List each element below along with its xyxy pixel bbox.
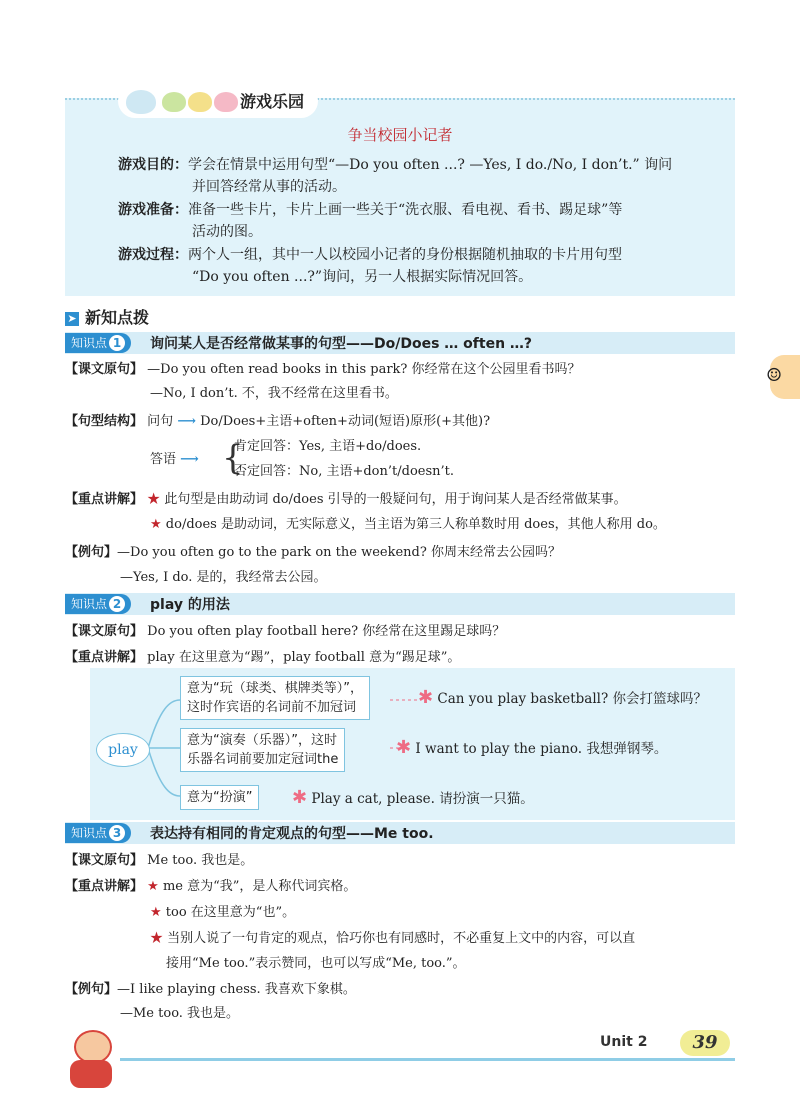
kp2-source: 【课文原句】 Do you often play football here? 你经常在这里踢足球吗？ bbox=[65, 624, 506, 639]
game-line: 游戏准备：准备一些卡片，卡片上画一些关于“洗衣服、看电视、看书、踢足球”等 bbox=[118, 202, 623, 218]
kp1-tag: 知识点 1 bbox=[65, 333, 131, 353]
mascot-image bbox=[60, 1030, 120, 1092]
footer-line bbox=[120, 1058, 735, 1061]
game-title: 游戏乐园 bbox=[240, 92, 305, 111]
game-subtitle: 争当校园小记者 bbox=[347, 126, 453, 144]
mindmap-branch-1: 意为“玩（球类、棋牌类等）”， 这时作宾语的名词前不加冠词 bbox=[180, 676, 370, 720]
kp1-example-1: 【例句】—Do you often go to the park on the weekend? 你周末经常去公园吗？ bbox=[65, 545, 561, 560]
kp3-explain-3b: 接用“Me too.”表示赞同，也可以写成“Me, too.”。 bbox=[166, 956, 466, 971]
kp3-source: 【课文原句】 Me too. 我也是。 bbox=[65, 853, 254, 868]
kp1-answer-positive: 肯定回答：Yes, 主语+do/does. bbox=[234, 439, 422, 454]
kp1-explain-1: 【重点讲解】 ★ 此句型是由助动词 do/does 引导的一般疑问句，用于询问某人是否经常做某事。 bbox=[65, 492, 627, 507]
kp3-explain-2: ★ too 在这里意为“也”。 bbox=[150, 905, 296, 920]
arrow-right-icon: ⟶ bbox=[177, 414, 196, 429]
kp1-struct-ask: 【句型结构】 问句 ⟶ Do/Does+主语+often+动词(短语)原形(+其他)? bbox=[65, 414, 491, 429]
game-line: “Do you often ...?”询问，另一人根据实际情况回答。 bbox=[192, 269, 533, 285]
kp1-source-1: 【课文原句】 —Do you often read books in this park? 你经常在这个公园里看书吗？ bbox=[65, 362, 581, 377]
mindmap-branch-2: 意为“演奏（乐器）”，这时 乐器名词前要加定冠词the bbox=[180, 728, 345, 772]
page-number: 39 bbox=[680, 1030, 730, 1056]
arrow-right-icon: ⟶ bbox=[180, 452, 199, 467]
star-icon: ★ bbox=[150, 931, 164, 946]
game-line: 活动的图。 bbox=[192, 224, 262, 240]
arrow-icon: ➤ bbox=[65, 312, 79, 326]
section-header: ➤ 新知点拨 bbox=[65, 305, 149, 328]
kp2-explain: 【重点讲解】 play 在这里意为“踢”，play football 意为“踢足球”。 bbox=[65, 650, 461, 665]
kp1-answer-negative: 否定回答：No, 主语+don’t/doesn’t. bbox=[234, 464, 454, 479]
star-icon: ★ bbox=[150, 905, 162, 920]
side-tab bbox=[766, 355, 800, 399]
unit-label: Unit 2 bbox=[600, 1034, 648, 1050]
kp1-source-2: —No, I don’t. 不，我不经常在这里看书。 bbox=[150, 386, 398, 401]
egg-icon-pink bbox=[214, 92, 238, 112]
star-icon: ★ bbox=[150, 517, 162, 532]
mindmap-example-1: ✱ Can you play basketball? 你会打篮球吗？ bbox=[418, 687, 707, 708]
mindmap-example-2: ✱ I want to play the piano. 我想弹钢琴。 bbox=[396, 737, 668, 758]
brace-icon: { bbox=[222, 438, 244, 478]
pink-star-icon: ✱ bbox=[292, 787, 308, 808]
kp1-example-2: —Yes, I do. 是的，我经常去公园。 bbox=[120, 570, 327, 585]
mascot-icon: ☺ bbox=[766, 365, 783, 386]
pink-star-icon: ✱ bbox=[396, 737, 412, 758]
star-icon: ★ bbox=[147, 492, 161, 507]
kp3-explain-1: 【重点讲解】 ★ me 意为“我”，是人称代词宾格。 bbox=[65, 879, 357, 894]
kp3-example-2: —Me too. 我也是。 bbox=[120, 1006, 240, 1021]
star-icon: ★ bbox=[147, 879, 159, 894]
game-line: 并回答经常从事的活动。 bbox=[192, 179, 346, 195]
game-line: 游戏过程：两个人一组，其中一人以校园小记者的身份根据随机抽取的卡片用句型 bbox=[118, 247, 622, 263]
game-line: 游戏目的：学会在情景中运用句型“—Do you often ...? —Yes, I do./No, I don’t.” 询问 bbox=[118, 157, 673, 173]
pink-star-icon: ✱ bbox=[418, 687, 434, 708]
kp3-example-1: 【例句】—I like playing chess. 我喜欢下象棋。 bbox=[65, 982, 356, 997]
egg-icon-yellow bbox=[188, 92, 212, 112]
cloud-icon bbox=[126, 90, 156, 114]
kp1-answer-word: 答语 ⟶ bbox=[150, 452, 199, 467]
kp3-explain-3a: ★ 当别人说了一句肯定的观点，恰巧你也有同感时，不必重复上文中的内容，可以直 bbox=[150, 931, 636, 946]
kp3-title: 表达持有相同的肯定观点的句型——Me too. bbox=[150, 826, 434, 842]
kp1-title: 询问某人是否经常做某事的句型——Do/Does … often …? bbox=[150, 336, 533, 352]
mindmap-example-3: ✱ Play a cat, please. 请扮演一只猫。 bbox=[292, 787, 534, 808]
mindmap-center: play bbox=[96, 733, 150, 767]
kp3-tag: 知识点 3 bbox=[65, 823, 131, 843]
kp2-title: play 的用法 bbox=[150, 597, 230, 613]
kp2-tag: 知识点 2 bbox=[65, 594, 131, 614]
mindmap-branch-3: 意为“扮演” bbox=[180, 785, 259, 810]
egg-icon-green bbox=[162, 92, 186, 112]
kp1-explain-2: ★ do/does 是助动词，无实际意义，当主语为第三人称单数时用 does，其他人称用 do。 bbox=[150, 517, 666, 532]
